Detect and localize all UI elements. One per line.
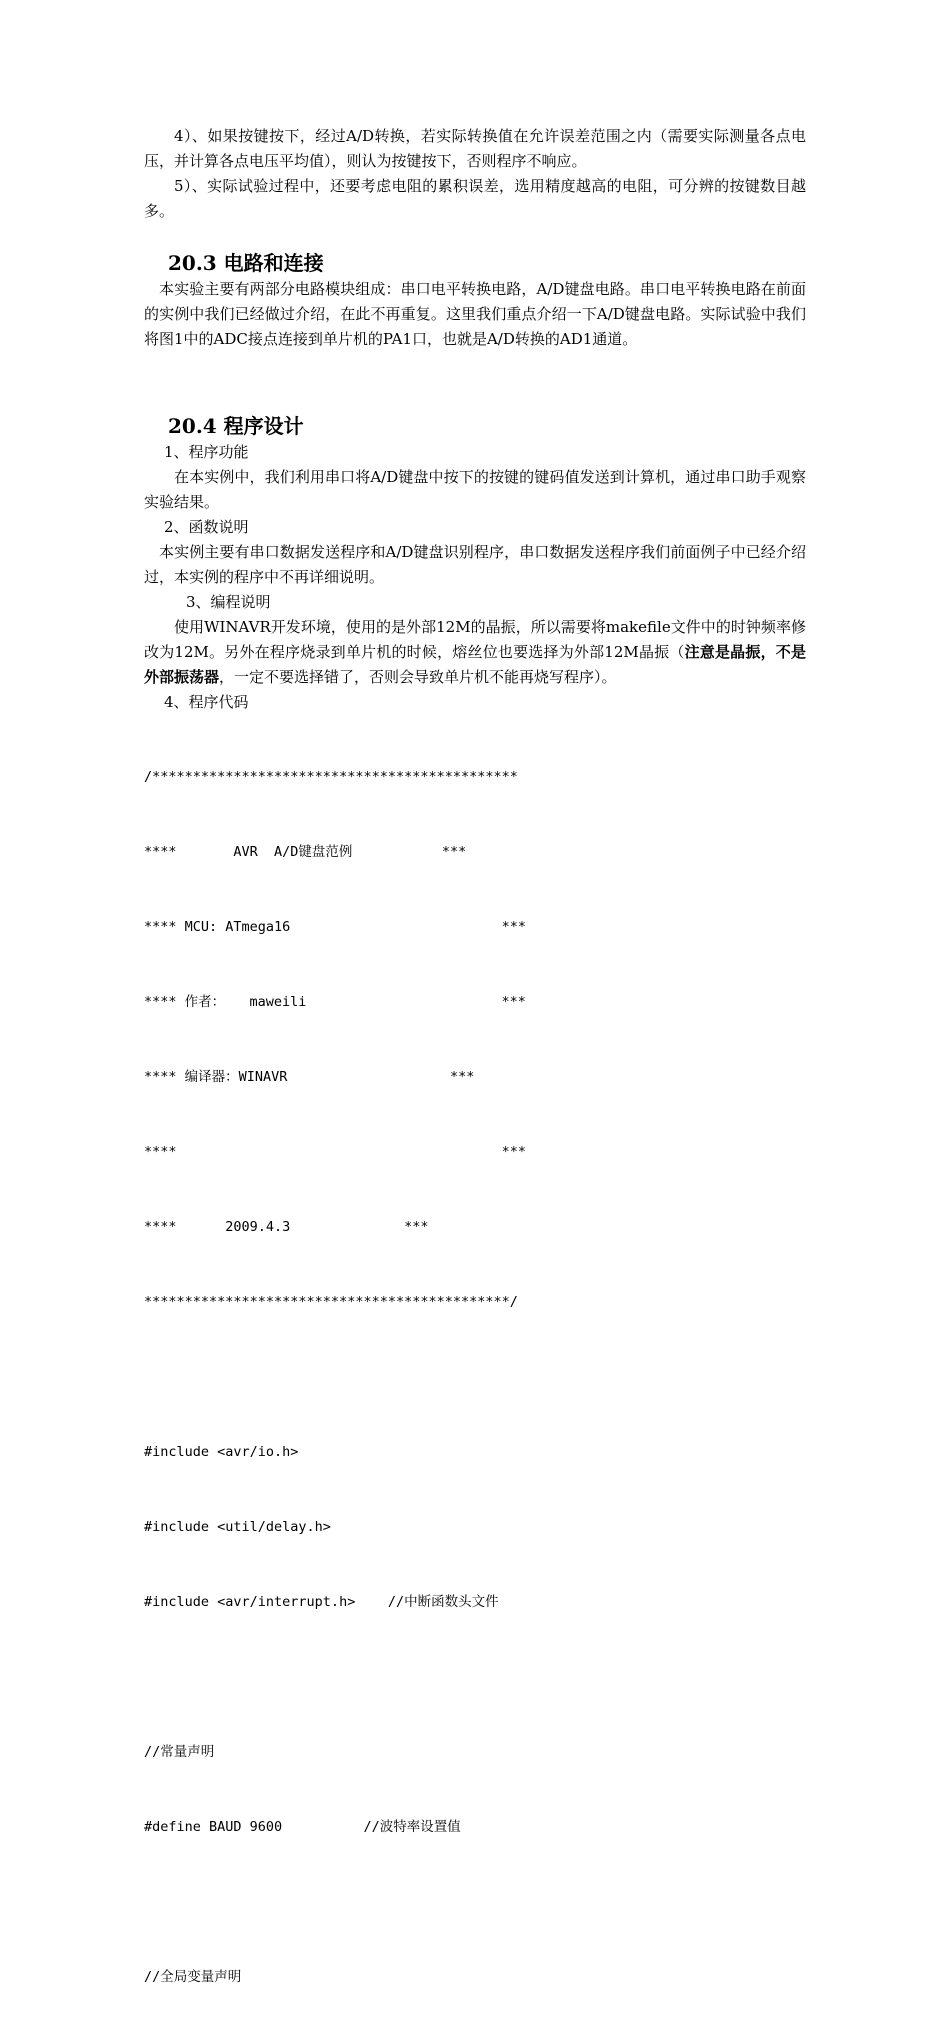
code-line: **** 2009.4.3 ***: [144, 1219, 429, 1235]
spacer: [144, 1365, 806, 1390]
code-line: #include <avr/io.h>: [144, 1444, 299, 1460]
code-line: #include <util/delay.h>: [144, 1519, 331, 1535]
code-line: #include <avr/interrupt.h> //中断函数头文件: [144, 1594, 499, 1610]
code-line: /*********************************************: [144, 769, 518, 785]
item-1-label: 1、程序功能: [164, 443, 249, 461]
item-3-body-emphasis: 注意是晶振，不是外部振荡器: [144, 643, 806, 686]
code-constant-block: [144, 1690, 806, 1890]
item-2-label: 2、函数说明: [164, 518, 249, 536]
code-line: **** ***: [144, 1144, 527, 1160]
code-line: **** 编译器：WINAVR ***: [144, 1069, 475, 1085]
code-include-block: [144, 1390, 806, 1665]
document-page: [144, 124, 806, 2040]
spacer: [144, 224, 806, 249]
item-1-body: 在本实例中，我们利用串口将A/D键盘中按下的按键的键码值发送到计算机，通过串口助手观察实验结果。: [144, 468, 806, 511]
code-header-block: [144, 715, 806, 1365]
spacer: [144, 1890, 806, 1915]
item-4-label: 4、程序代码: [164, 693, 249, 711]
spacer: [144, 352, 806, 412]
code-line: **** 作者： maweili ***: [144, 994, 526, 1010]
section-20-3-body: 本实验主要有两部分电路模块组成：串口电平转换电路，A/D键盘电路。串口电平转换电路在前面的实例中我们已经做过介绍，在此不再重复。这里我们重点介绍一下A/D键盘电路。实际试验中我们将图1中的ADC接点连接到单片机的PA1口，也就是A/D转换的AD1通道。: [144, 280, 806, 348]
code-global-block: [144, 1915, 806, 2040]
section-20-4-title: 20.4 程序设计: [168, 414, 304, 438]
code-line: *********************************************/: [144, 1294, 518, 1310]
code-line: **** AVR A/D键盘范例 ***: [144, 844, 467, 860]
code-comment: //常量声明: [144, 1744, 215, 1760]
intro-item-5: 5）、实际试验过程中，还要考虑电阻的累积误差，选用精度越高的电阻，可分辨的按键数目越多。: [144, 177, 806, 220]
section-20-3-title: 20.3 电路和连接: [168, 251, 324, 275]
item-3-label: 3、编程说明: [186, 593, 271, 611]
item-2-body: 本实例主要有串口数据发送程序和A/D键盘识别程序，串口数据发送程序我们前面例子中已经介绍过，本实例的程序中不再详细说明。: [144, 543, 806, 586]
spacer: [144, 1665, 806, 1690]
intro-item-4: 4）、如果按键按下，经过A/D转换，若实际转换值在允许误差范围之内（需要实际测量各点电压，并计算各点电压平均值），则认为按键按下，否则程序不响应。: [144, 127, 806, 170]
item-3-body-part-b: ，一定不要选择错了，否则会导致单片机不能再烧写程序）。: [219, 668, 617, 686]
code-line: **** MCU: ATmega16 ***: [144, 919, 527, 935]
item-3-body: [144, 615, 806, 690]
code-comment: //全局变量声明: [144, 1969, 242, 1985]
item-3-body-part-a: 使用WINAVR开发环境，使用的是外部12M的晶振，所以需要将makefile文件中的时钟频率修改为12M。另外在程序烧录到单片机的时候，熔丝位也要选择为外部12M晶振（: [144, 618, 806, 661]
code-line: #define BAUD 9600 //波特率设置值: [144, 1819, 461, 1835]
